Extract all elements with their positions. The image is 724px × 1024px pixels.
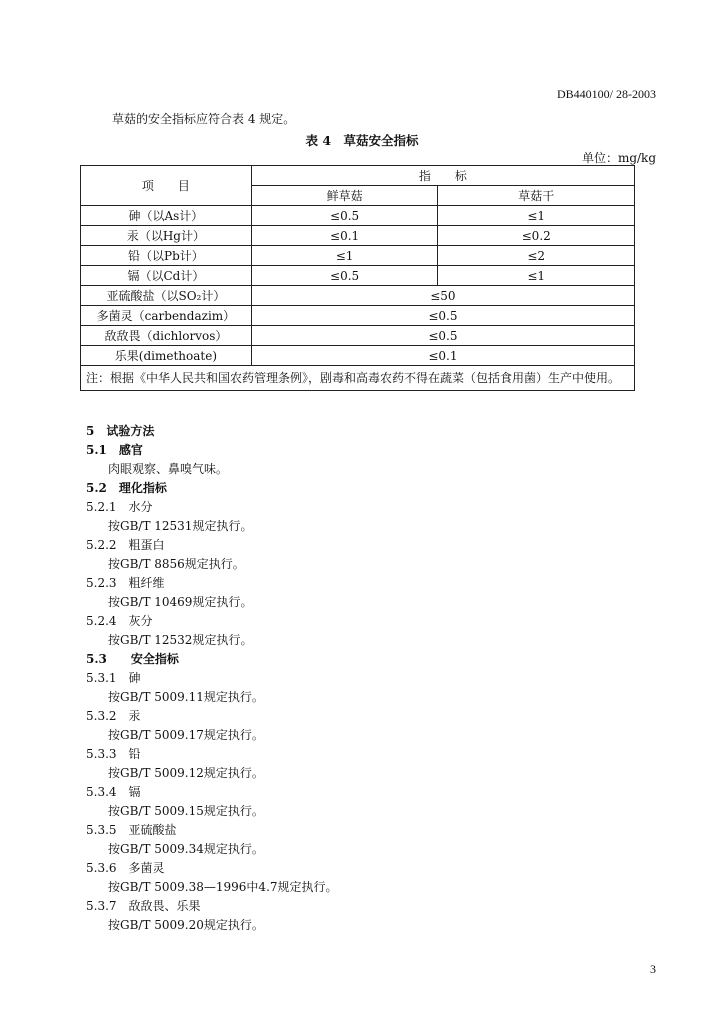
row-item: 铅（以Pb计） bbox=[81, 246, 252, 266]
row-item: 汞（以Hg计） bbox=[81, 226, 252, 246]
header-indicator: 指 标 bbox=[251, 166, 634, 186]
document-code: DB440100/ 28-2003 bbox=[557, 87, 656, 101]
row-item: 多菌灵（carbendazim） bbox=[81, 306, 252, 326]
header-fresh: 鲜草菇 bbox=[251, 186, 438, 206]
section-heading: 5.3.1 砷 bbox=[86, 671, 141, 685]
page-number: 3 bbox=[650, 962, 656, 976]
row-merged-value: ≤0.1 bbox=[251, 346, 634, 366]
section-text: 按GB/T 8856规定执行。 bbox=[108, 557, 245, 571]
row-item: 镉（以Cd计） bbox=[81, 266, 252, 286]
row-merged-value: ≤0.5 bbox=[251, 306, 634, 326]
table-note: 注：根据《中华人民共和国农药管理条例》，剧毒和高毒农药不得在蔬菜（包括食用菌）生产中使用。 bbox=[81, 366, 635, 391]
row-item: 敌敌畏（dichlorvos） bbox=[81, 326, 252, 346]
section-text: 按GB/T 12531规定执行。 bbox=[108, 519, 253, 533]
row-dried-value: ≤1 bbox=[438, 206, 635, 226]
section-heading: 5.2.2 粗蛋白 bbox=[86, 538, 165, 552]
row-item: 亚硫酸盐（以SO₂计） bbox=[81, 286, 252, 306]
table-row bbox=[81, 246, 635, 266]
header-dried: 草菇干 bbox=[438, 186, 635, 206]
section-heading: 5.3.5 亚硫酸盐 bbox=[86, 823, 177, 837]
section-heading: 5.1 感官 bbox=[86, 443, 143, 457]
row-merged-value: ≤50 bbox=[251, 286, 634, 306]
section-heading: 5.2.1 水分 bbox=[86, 500, 153, 514]
table-note-row bbox=[81, 366, 635, 391]
table-header-row bbox=[81, 166, 635, 186]
section-heading: 5.3.6 多菌灵 bbox=[86, 861, 165, 875]
row-item: 乐果(dimethoate) bbox=[81, 346, 252, 366]
section-heading: 5.2 理化指标 bbox=[86, 481, 167, 495]
section-heading: 5.2.4 灰分 bbox=[86, 614, 153, 628]
section-heading: 5.3.4 镉 bbox=[86, 785, 141, 799]
section-heading: 5.3.2 汞 bbox=[86, 709, 141, 723]
section-text: 肉眼观察、鼻嗅气味。 bbox=[108, 462, 229, 476]
section-heading: 5 试验方法 bbox=[86, 424, 155, 438]
table-title: 表 4 草菇安全指标 bbox=[305, 133, 419, 148]
safety-indicator-table bbox=[80, 165, 635, 391]
table-row bbox=[81, 326, 635, 346]
section-text: 按GB/T 10469规定执行。 bbox=[108, 595, 253, 609]
section-heading: 5.3.3 铅 bbox=[86, 747, 141, 761]
row-fresh-value: ≤0.5 bbox=[251, 206, 438, 226]
row-merged-value: ≤0.5 bbox=[251, 326, 634, 346]
row-item: 砷（以As计） bbox=[81, 206, 252, 226]
section-heading: 5.2.3 粗纤维 bbox=[86, 576, 165, 590]
table-row bbox=[81, 206, 635, 226]
section-text: 按GB/T 5009.17规定执行。 bbox=[108, 728, 264, 742]
section-text: 按GB/T 5009.34规定执行。 bbox=[108, 842, 264, 856]
section-text: 按GB/T 5009.15规定执行。 bbox=[108, 804, 264, 818]
table-row bbox=[81, 286, 635, 306]
row-fresh-value: ≤1 bbox=[251, 246, 438, 266]
row-dried-value: ≤0.2 bbox=[438, 226, 635, 246]
table-row bbox=[81, 306, 635, 326]
intro-text: 草菇的安全指标应符合表 4 规定。 bbox=[112, 112, 296, 126]
row-fresh-value: ≤0.1 bbox=[251, 226, 438, 246]
section-text: 按GB/T 5009.20规定执行。 bbox=[108, 918, 264, 932]
section-heading: 5.3 安全指标 bbox=[86, 652, 179, 666]
section-text: 按GB/T 5009.12规定执行。 bbox=[108, 766, 264, 780]
row-dried-value: ≤1 bbox=[438, 266, 635, 286]
section-text: 按GB/T 5009.11规定执行。 bbox=[108, 690, 264, 704]
table-row bbox=[81, 226, 635, 246]
section-text: 按GB/T 12532规定执行。 bbox=[108, 633, 253, 647]
unit-label: 单位：mg/kg bbox=[581, 151, 656, 165]
table-row bbox=[81, 266, 635, 286]
table-row bbox=[81, 346, 635, 366]
section-text: 按GB/T 5009.38—1996中4.7规定执行。 bbox=[108, 880, 338, 894]
section-heading: 5.3.7 敌敌畏、乐果 bbox=[86, 899, 201, 913]
row-dried-value: ≤2 bbox=[438, 246, 635, 266]
row-fresh-value: ≤0.5 bbox=[251, 266, 438, 286]
header-item: 项 目 bbox=[81, 166, 252, 206]
